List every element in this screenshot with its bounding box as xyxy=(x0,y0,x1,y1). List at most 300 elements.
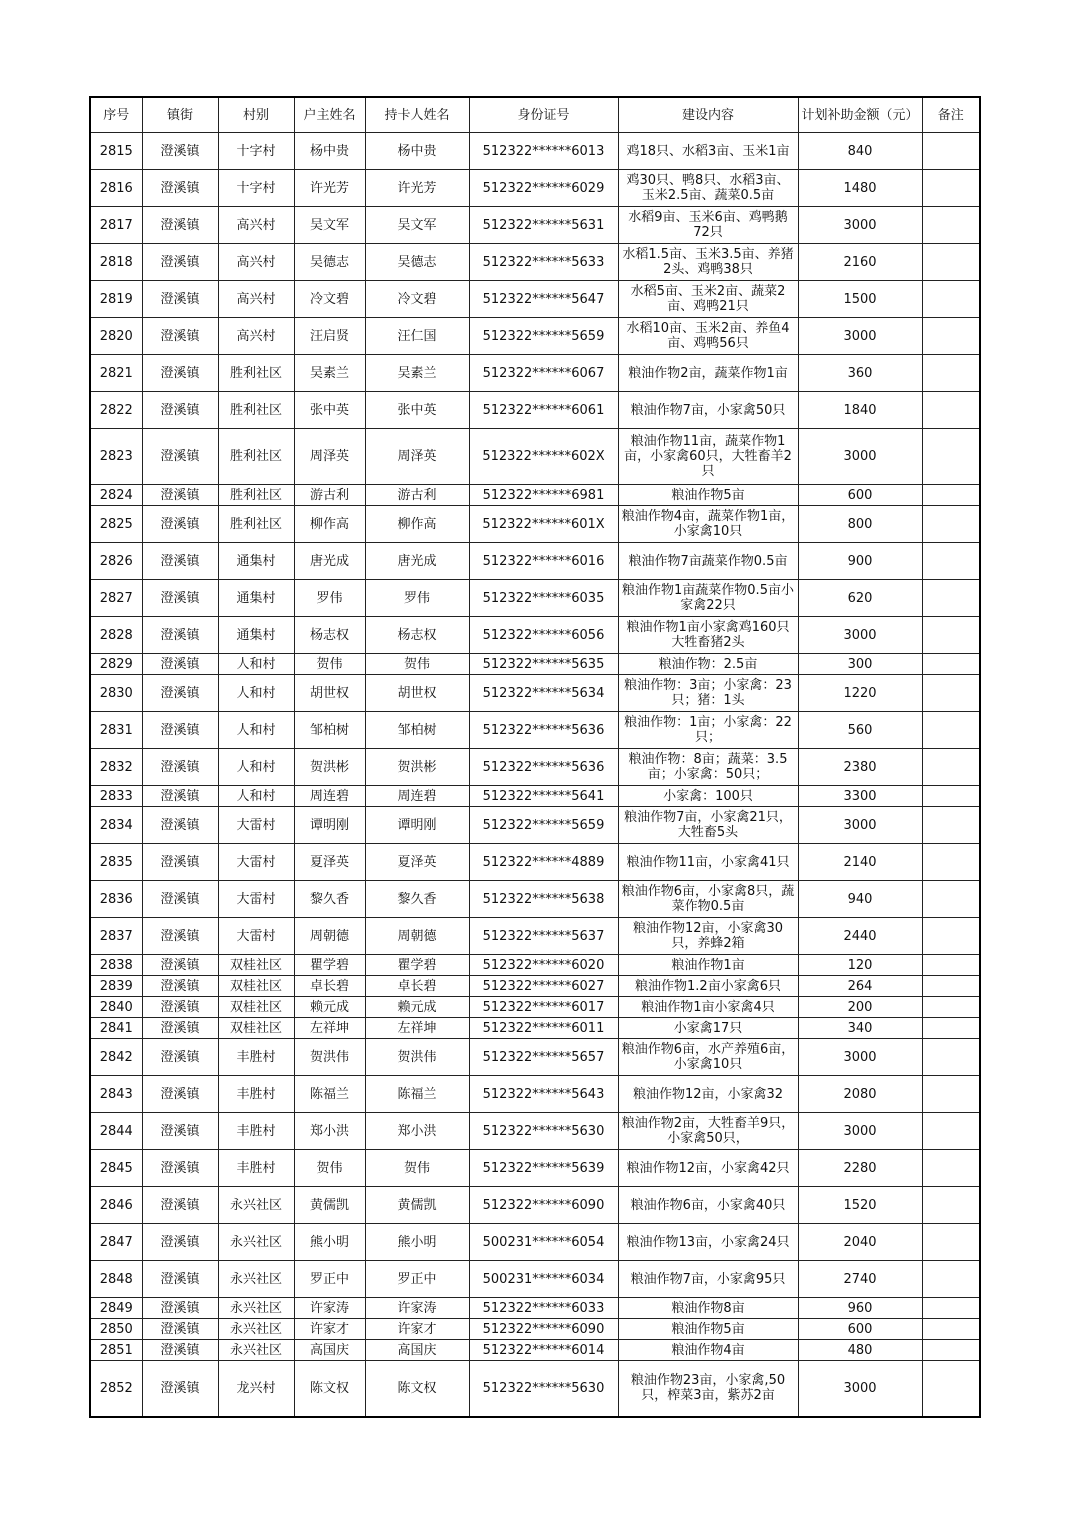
cell-id-number: 512322******5638 xyxy=(469,881,618,918)
cell-head-name: 许家涛 xyxy=(294,1298,365,1319)
cell-id-number: 500231******6054 xyxy=(469,1224,618,1261)
cell-no: 2819 xyxy=(90,281,142,318)
cell-amount: 3000 xyxy=(798,807,922,844)
cell-head-name: 游古利 xyxy=(294,485,365,506)
cell-village: 双桂社区 xyxy=(218,955,294,976)
cell-holder-name: 谭明刚 xyxy=(365,807,469,844)
cell-village: 人和村 xyxy=(218,675,294,712)
cell-no: 2836 xyxy=(90,881,142,918)
cell-town: 澄溪镇 xyxy=(142,355,218,392)
cell-town: 澄溪镇 xyxy=(142,207,218,244)
cell-note xyxy=(922,1150,980,1187)
table-row xyxy=(90,244,980,281)
table-row xyxy=(90,506,980,543)
cell-amount: 3000 xyxy=(798,207,922,244)
cell-id-number: 512322******602X xyxy=(469,429,618,485)
cell-note xyxy=(922,976,980,997)
cell-holder-name: 许家才 xyxy=(365,1319,469,1340)
cell-content: 粮油作物2亩，大牲畜羊9只，小家禽50只， xyxy=(618,1113,798,1150)
cell-holder-name: 吴素兰 xyxy=(365,355,469,392)
cell-id-number: 512322******5659 xyxy=(469,318,618,355)
cell-head-name: 高国庆 xyxy=(294,1340,365,1361)
cell-village: 人和村 xyxy=(218,712,294,749)
table-row xyxy=(90,955,980,976)
cell-town: 澄溪镇 xyxy=(142,485,218,506)
cell-note xyxy=(922,281,980,318)
cell-holder-name: 赖元成 xyxy=(365,997,469,1018)
cell-head-name: 邹柏树 xyxy=(294,712,365,749)
cell-village: 大雷村 xyxy=(218,807,294,844)
cell-amount: 940 xyxy=(798,881,922,918)
cell-head-name: 赖元成 xyxy=(294,997,365,1018)
cell-id-number: 512322******5659 xyxy=(469,807,618,844)
table-row xyxy=(90,133,980,170)
cell-head-name: 周连碧 xyxy=(294,786,365,807)
cell-head-name: 胡世权 xyxy=(294,675,365,712)
cell-town: 澄溪镇 xyxy=(142,1039,218,1076)
cell-town: 澄溪镇 xyxy=(142,133,218,170)
cell-holder-name: 杨志权 xyxy=(365,617,469,654)
cell-town: 澄溪镇 xyxy=(142,392,218,429)
cell-village: 大雷村 xyxy=(218,844,294,881)
table-row xyxy=(90,170,980,207)
table-row xyxy=(90,1076,980,1113)
table-row xyxy=(90,318,980,355)
cell-no: 2844 xyxy=(90,1113,142,1150)
cell-holder-name: 瞿学碧 xyxy=(365,955,469,976)
cell-id-number: 512322******5630 xyxy=(469,1361,618,1417)
cell-amount: 1220 xyxy=(798,675,922,712)
cell-village: 龙兴村 xyxy=(218,1361,294,1417)
header-id-number: 身份证号 xyxy=(469,97,618,133)
cell-head-name: 罗正中 xyxy=(294,1261,365,1298)
table-row xyxy=(90,1319,980,1340)
cell-holder-name: 冷文碧 xyxy=(365,281,469,318)
cell-note xyxy=(922,712,980,749)
cell-town: 澄溪镇 xyxy=(142,281,218,318)
cell-town: 澄溪镇 xyxy=(142,749,218,786)
cell-no: 2841 xyxy=(90,1018,142,1039)
cell-note xyxy=(922,807,980,844)
cell-no: 2848 xyxy=(90,1261,142,1298)
cell-holder-name: 陈福兰 xyxy=(365,1076,469,1113)
cell-content: 粮油作物1亩蔬菜作物0.5亩小家禽22只 xyxy=(618,580,798,617)
cell-id-number: 512322******6013 xyxy=(469,133,618,170)
cell-no: 2829 xyxy=(90,654,142,675)
cell-holder-name: 贺洪彬 xyxy=(365,749,469,786)
cell-head-name: 周泽英 xyxy=(294,429,365,485)
cell-id-number: 512322******6035 xyxy=(469,580,618,617)
cell-amount: 480 xyxy=(798,1340,922,1361)
table-row xyxy=(90,712,980,749)
cell-amount: 120 xyxy=(798,955,922,976)
cell-town: 澄溪镇 xyxy=(142,1298,218,1319)
cell-id-number: 512322******6020 xyxy=(469,955,618,976)
cell-town: 澄溪镇 xyxy=(142,1187,218,1224)
header-head-name: 户主姓名 xyxy=(294,97,365,133)
cell-head-name: 贺洪彬 xyxy=(294,749,365,786)
cell-no: 2839 xyxy=(90,976,142,997)
cell-amount: 900 xyxy=(798,543,922,580)
cell-content: 粮油作物：8亩；蔬菜：3.5亩；小家禽：50只； xyxy=(618,749,798,786)
table-row xyxy=(90,807,980,844)
cell-note xyxy=(922,1361,980,1417)
cell-no: 2831 xyxy=(90,712,142,749)
cell-holder-name: 柳作高 xyxy=(365,506,469,543)
cell-note xyxy=(922,543,980,580)
table-row xyxy=(90,976,980,997)
cell-no: 2822 xyxy=(90,392,142,429)
cell-no: 2828 xyxy=(90,617,142,654)
cell-content: 粮油作物7亩，小家禽50只 xyxy=(618,392,798,429)
cell-amount: 3000 xyxy=(798,617,922,654)
cell-head-name: 罗伟 xyxy=(294,580,365,617)
header-town: 镇街 xyxy=(142,97,218,133)
cell-content: 粮油作物1亩小家禽鸡160只大牲畜猪2头 xyxy=(618,617,798,654)
cell-village: 丰胜村 xyxy=(218,1076,294,1113)
cell-head-name: 贺伟 xyxy=(294,1150,365,1187)
cell-holder-name: 吴德志 xyxy=(365,244,469,281)
cell-head-name: 唐光成 xyxy=(294,543,365,580)
cell-town: 澄溪镇 xyxy=(142,675,218,712)
cell-town: 澄溪镇 xyxy=(142,429,218,485)
cell-no: 2821 xyxy=(90,355,142,392)
cell-no: 2834 xyxy=(90,807,142,844)
cell-town: 澄溪镇 xyxy=(142,170,218,207)
cell-town: 澄溪镇 xyxy=(142,1113,218,1150)
cell-head-name: 贺伟 xyxy=(294,654,365,675)
cell-no: 2835 xyxy=(90,844,142,881)
table-row xyxy=(90,881,980,918)
cell-content: 粮油作物6亩，小家禽40只 xyxy=(618,1187,798,1224)
table-row xyxy=(90,1187,980,1224)
cell-no: 2818 xyxy=(90,244,142,281)
cell-holder-name: 杨中贵 xyxy=(365,133,469,170)
cell-note xyxy=(922,580,980,617)
cell-no: 2850 xyxy=(90,1319,142,1340)
cell-content: 粮油作物12亩，小家禽42只 xyxy=(618,1150,798,1187)
cell-village: 大雷村 xyxy=(218,918,294,955)
cell-content: 粮油作物1亩小家禽4只 xyxy=(618,997,798,1018)
cell-no: 2820 xyxy=(90,318,142,355)
cell-content: 水稻5亩、玉米2亩、蔬菜2亩、鸡鸭21只 xyxy=(618,281,798,318)
cell-amount: 3000 xyxy=(798,1039,922,1076)
cell-amount: 2280 xyxy=(798,1150,922,1187)
cell-no: 2851 xyxy=(90,1340,142,1361)
subsidy-table xyxy=(89,96,981,1418)
cell-no: 2837 xyxy=(90,918,142,955)
cell-holder-name: 陈文权 xyxy=(365,1361,469,1417)
cell-note xyxy=(922,244,980,281)
cell-village: 高兴村 xyxy=(218,318,294,355)
cell-head-name: 杨中贵 xyxy=(294,133,365,170)
cell-content: 粮油作物4亩 xyxy=(618,1340,798,1361)
cell-amount: 840 xyxy=(798,133,922,170)
cell-village: 双桂社区 xyxy=(218,1018,294,1039)
table-row xyxy=(90,1113,980,1150)
cell-content: 粮油作物：2.5亩 xyxy=(618,654,798,675)
cell-village: 高兴村 xyxy=(218,207,294,244)
cell-note xyxy=(922,1018,980,1039)
cell-village: 永兴社区 xyxy=(218,1187,294,1224)
table-row xyxy=(90,675,980,712)
cell-content: 小家禽：100只 xyxy=(618,786,798,807)
cell-note xyxy=(922,881,980,918)
cell-holder-name: 贺伟 xyxy=(365,654,469,675)
cell-no: 2849 xyxy=(90,1298,142,1319)
cell-head-name: 贺洪伟 xyxy=(294,1039,365,1076)
cell-head-name: 左祥坤 xyxy=(294,1018,365,1039)
header-note: 备注 xyxy=(922,97,980,133)
cell-note xyxy=(922,170,980,207)
cell-note xyxy=(922,1340,980,1361)
cell-no: 2840 xyxy=(90,997,142,1018)
cell-town: 澄溪镇 xyxy=(142,506,218,543)
cell-holder-name: 许光芳 xyxy=(365,170,469,207)
cell-id-number: 512322******5639 xyxy=(469,1150,618,1187)
cell-amount: 620 xyxy=(798,580,922,617)
cell-town: 澄溪镇 xyxy=(142,844,218,881)
cell-note xyxy=(922,1298,980,1319)
cell-note xyxy=(922,429,980,485)
cell-town: 澄溪镇 xyxy=(142,786,218,807)
header-row xyxy=(90,97,980,133)
cell-amount: 3000 xyxy=(798,429,922,485)
cell-content: 粮油作物13亩，小家禽24只 xyxy=(618,1224,798,1261)
cell-head-name: 柳作高 xyxy=(294,506,365,543)
cell-head-name: 周朝德 xyxy=(294,918,365,955)
cell-content: 粮油作物1.2亩小家禽6只 xyxy=(618,976,798,997)
cell-no: 2833 xyxy=(90,786,142,807)
cell-village: 胜利社区 xyxy=(218,485,294,506)
cell-note xyxy=(922,997,980,1018)
cell-content: 粮油作物4亩，蔬菜作物1亩，小家禽10只 xyxy=(618,506,798,543)
cell-head-name: 瞿学碧 xyxy=(294,955,365,976)
cell-id-number: 512322******5634 xyxy=(469,675,618,712)
cell-content: 粮油作物6亩，水产养殖6亩，小家禽10只 xyxy=(618,1039,798,1076)
cell-content: 粮油作物11亩，蔬菜作物1亩，小家禽60只，大牲畜羊2只 xyxy=(618,429,798,485)
cell-note xyxy=(922,844,980,881)
cell-id-number: 512322******5641 xyxy=(469,786,618,807)
cell-village: 十字村 xyxy=(218,170,294,207)
cell-town: 澄溪镇 xyxy=(142,976,218,997)
table-row xyxy=(90,997,980,1018)
cell-content: 粮油作物7亩，小家禽95只 xyxy=(618,1261,798,1298)
cell-amount: 1500 xyxy=(798,281,922,318)
cell-head-name: 熊小明 xyxy=(294,1224,365,1261)
cell-note xyxy=(922,1224,980,1261)
cell-id-number: 512322******5657 xyxy=(469,1039,618,1076)
table-row xyxy=(90,429,980,485)
cell-note xyxy=(922,485,980,506)
cell-town: 澄溪镇 xyxy=(142,712,218,749)
cell-holder-name: 卓长碧 xyxy=(365,976,469,997)
cell-village: 永兴社区 xyxy=(218,1319,294,1340)
cell-note xyxy=(922,1261,980,1298)
cell-head-name: 郑小洪 xyxy=(294,1113,365,1150)
cell-town: 澄溪镇 xyxy=(142,1018,218,1039)
cell-no: 2826 xyxy=(90,543,142,580)
cell-village: 人和村 xyxy=(218,654,294,675)
cell-town: 澄溪镇 xyxy=(142,1076,218,1113)
header-village: 村别 xyxy=(218,97,294,133)
cell-town: 澄溪镇 xyxy=(142,543,218,580)
cell-no: 2824 xyxy=(90,485,142,506)
cell-village: 通集村 xyxy=(218,617,294,654)
cell-content: 粮油作物6亩，小家禽8只，蔬菜作物0.5亩 xyxy=(618,881,798,918)
cell-town: 澄溪镇 xyxy=(142,617,218,654)
cell-amount: 3000 xyxy=(798,1361,922,1417)
cell-town: 澄溪镇 xyxy=(142,807,218,844)
cell-id-number: 512322******6027 xyxy=(469,976,618,997)
cell-holder-name: 罗正中 xyxy=(365,1261,469,1298)
cell-head-name: 汪启贤 xyxy=(294,318,365,355)
cell-id-number: 512322******6056 xyxy=(469,617,618,654)
cell-holder-name: 游古利 xyxy=(365,485,469,506)
cell-content: 鸡30只、鸭8只、水稻3亩、玉米2.5亩、蔬菜0.5亩 xyxy=(618,170,798,207)
cell-note xyxy=(922,1113,980,1150)
cell-amount: 2740 xyxy=(798,1261,922,1298)
cell-amount: 600 xyxy=(798,1319,922,1340)
cell-amount: 3000 xyxy=(798,1113,922,1150)
cell-head-name: 许光芳 xyxy=(294,170,365,207)
cell-holder-name: 贺洪伟 xyxy=(365,1039,469,1076)
cell-village: 胜利社区 xyxy=(218,506,294,543)
cell-holder-name: 汪仁国 xyxy=(365,318,469,355)
cell-town: 澄溪镇 xyxy=(142,1261,218,1298)
cell-village: 通集村 xyxy=(218,543,294,580)
cell-id-number: 512322******5631 xyxy=(469,207,618,244)
cell-no: 2842 xyxy=(90,1039,142,1076)
cell-amount: 200 xyxy=(798,997,922,1018)
table-row xyxy=(90,617,980,654)
table-row xyxy=(90,749,980,786)
cell-town: 澄溪镇 xyxy=(142,918,218,955)
cell-amount: 960 xyxy=(798,1298,922,1319)
cell-town: 澄溪镇 xyxy=(142,1224,218,1261)
cell-holder-name: 熊小明 xyxy=(365,1224,469,1261)
table-row xyxy=(90,1261,980,1298)
cell-amount: 2140 xyxy=(798,844,922,881)
cell-note xyxy=(922,1319,980,1340)
cell-content: 粮油作物8亩 xyxy=(618,1298,798,1319)
cell-head-name: 冷文碧 xyxy=(294,281,365,318)
cell-no: 2838 xyxy=(90,955,142,976)
cell-village: 通集村 xyxy=(218,580,294,617)
cell-id-number: 512322******601X xyxy=(469,506,618,543)
cell-content: 粮油作物1亩 xyxy=(618,955,798,976)
cell-village: 丰胜村 xyxy=(218,1150,294,1187)
cell-amount: 2160 xyxy=(798,244,922,281)
cell-note xyxy=(922,918,980,955)
cell-village: 丰胜村 xyxy=(218,1039,294,1076)
table-row xyxy=(90,844,980,881)
cell-content: 粮油作物23亩，小家禽,50只，榨菜3亩，紫苏2亩 xyxy=(618,1361,798,1417)
cell-id-number: 512322******6016 xyxy=(469,543,618,580)
cell-holder-name: 罗伟 xyxy=(365,580,469,617)
cell-id-number: 512322******5643 xyxy=(469,1076,618,1113)
cell-no: 2817 xyxy=(90,207,142,244)
cell-amount: 800 xyxy=(798,506,922,543)
table-row xyxy=(90,1039,980,1076)
cell-no: 2823 xyxy=(90,429,142,485)
cell-holder-name: 郑小洪 xyxy=(365,1113,469,1150)
cell-town: 澄溪镇 xyxy=(142,244,218,281)
cell-village: 丰胜村 xyxy=(218,1113,294,1150)
table-row xyxy=(90,485,980,506)
cell-note xyxy=(922,955,980,976)
cell-holder-name: 高国庆 xyxy=(365,1340,469,1361)
cell-village: 双桂社区 xyxy=(218,976,294,997)
cell-amount: 2040 xyxy=(798,1224,922,1261)
cell-village: 永兴社区 xyxy=(218,1261,294,1298)
cell-town: 澄溪镇 xyxy=(142,1361,218,1417)
header-amount: 计划补助金额（元） xyxy=(798,97,922,133)
cell-content: 水稻1.5亩、玉米3.5亩、养猪2头、鸡鸭38只 xyxy=(618,244,798,281)
cell-no: 2845 xyxy=(90,1150,142,1187)
cell-note xyxy=(922,786,980,807)
cell-id-number: 500231******6034 xyxy=(469,1261,618,1298)
cell-id-number: 512322******5630 xyxy=(469,1113,618,1150)
cell-no: 2815 xyxy=(90,133,142,170)
cell-amount: 1840 xyxy=(798,392,922,429)
cell-holder-name: 周连碧 xyxy=(365,786,469,807)
cell-town: 澄溪镇 xyxy=(142,654,218,675)
cell-amount: 600 xyxy=(798,485,922,506)
cell-head-name: 吴德志 xyxy=(294,244,365,281)
cell-no: 2832 xyxy=(90,749,142,786)
table-row xyxy=(90,1018,980,1039)
cell-id-number: 512322******6067 xyxy=(469,355,618,392)
cell-head-name: 陈文权 xyxy=(294,1361,365,1417)
cell-holder-name: 唐光成 xyxy=(365,543,469,580)
cell-id-number: 512322******6090 xyxy=(469,1187,618,1224)
cell-content: 粮油作物：3亩；小家禽：23只；猪：1头 xyxy=(618,675,798,712)
cell-amount: 2380 xyxy=(798,749,922,786)
cell-no: 2827 xyxy=(90,580,142,617)
cell-amount: 3000 xyxy=(798,318,922,355)
cell-holder-name: 许家涛 xyxy=(365,1298,469,1319)
cell-content: 小家禽17只 xyxy=(618,1018,798,1039)
table-row xyxy=(90,1298,980,1319)
cell-head-name: 夏泽英 xyxy=(294,844,365,881)
table-row xyxy=(90,1150,980,1187)
table-row xyxy=(90,654,980,675)
cell-id-number: 512322******5635 xyxy=(469,654,618,675)
cell-id-number: 512322******6090 xyxy=(469,1319,618,1340)
header-content: 建设内容 xyxy=(618,97,798,133)
cell-village: 人和村 xyxy=(218,749,294,786)
cell-note xyxy=(922,654,980,675)
table-row xyxy=(90,1340,980,1361)
cell-amount: 1480 xyxy=(798,170,922,207)
cell-no: 2825 xyxy=(90,506,142,543)
cell-town: 澄溪镇 xyxy=(142,955,218,976)
cell-village: 胜利社区 xyxy=(218,429,294,485)
cell-head-name: 黄儒凯 xyxy=(294,1187,365,1224)
cell-amount: 560 xyxy=(798,712,922,749)
cell-village: 大雷村 xyxy=(218,881,294,918)
cell-id-number: 512322******5636 xyxy=(469,749,618,786)
cell-holder-name: 胡世权 xyxy=(365,675,469,712)
cell-holder-name: 黄儒凯 xyxy=(365,1187,469,1224)
cell-holder-name: 贺伟 xyxy=(365,1150,469,1187)
cell-amount: 3300 xyxy=(798,786,922,807)
cell-content: 水稻9亩、玉米6亩、鸡鸭鹅72只 xyxy=(618,207,798,244)
cell-head-name: 许家才 xyxy=(294,1319,365,1340)
table-row xyxy=(90,1361,980,1417)
cell-content: 鸡18只、水稻3亩、玉米1亩 xyxy=(618,133,798,170)
